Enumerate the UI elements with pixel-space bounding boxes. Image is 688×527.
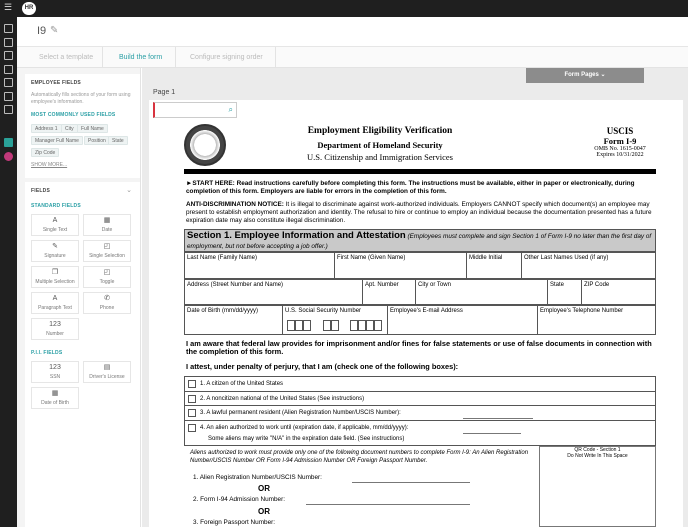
calendar-icon: ▦ (103, 217, 111, 224)
field-date-of-birth[interactable]: ▦ Date of Birth (31, 387, 79, 409)
anti-discrimination-text: ANTI-DISCRIMINATION NOTICE: It is illegal to discriminate against work-authorized individuals. Employers CANNOT specify which document(s) an employee may present to establish employment authorization and identity. The refusal to hire or continue to employ an individual because the documentation presented has a future expiration date may also constitute illegal discrimination. (186, 201, 652, 224)
dhs-seal-icon (184, 124, 226, 166)
apt-label: Apt. Number (365, 282, 399, 288)
edit-pencil-icon[interactable]: ✎ (50, 25, 59, 36)
ssn-digit-box[interactable] (366, 320, 374, 331)
number-icon: 123 (49, 364, 61, 371)
chip-manager-full-name[interactable]: Manager Full Name (31, 136, 83, 145)
pii-fields-label: P.I.I. FIELDS (31, 350, 63, 356)
fields-title: FIELDS (31, 188, 50, 194)
chip-address1[interactable]: Address 1 (31, 124, 62, 133)
field-number[interactable]: 123 Number (31, 318, 79, 340)
number-icon: 123 (49, 321, 61, 328)
ssn-digit-box[interactable] (295, 320, 303, 331)
nav-list-icon[interactable] (4, 78, 13, 87)
avatar[interactable]: HR (22, 2, 36, 15)
search-icon[interactable]: ⌕ (228, 105, 233, 114)
page-label: Page 1 (153, 89, 176, 96)
option3-label: 3. A lawful permanent resident (Alien Registration Number/USCIS Number): (200, 410, 401, 416)
ssn-digit-box[interactable] (287, 320, 295, 331)
nav-trash-icon[interactable] (4, 92, 13, 101)
start-here-text: ►START HERE: Read instructions carefully before completing this form. The instructions must be available, either in paper or electronically, during completion of this form. Employers are liable for errors in the completion of this form. (186, 180, 635, 195)
common-fields-label: MOST COMMONLY USED FIELDS (31, 112, 116, 118)
fields-panel (25, 182, 140, 527)
or-text: OR (258, 507, 270, 516)
field-signature[interactable]: ✎ Signature (31, 240, 79, 262)
nav-app-icon[interactable] (4, 138, 13, 147)
signature-icon: ✎ (52, 243, 58, 250)
ssn-digit-box[interactable] (358, 320, 366, 331)
city-label: City or Town (418, 282, 451, 288)
field-drivers-license[interactable]: ▤ Driver's License (83, 361, 131, 383)
option3-checkbox[interactable] (188, 409, 196, 417)
field-single-selection[interactable]: ◰ Single Selection (83, 240, 131, 262)
option1-checkbox[interactable] (188, 380, 196, 388)
option4-label: 4. An alien authorized to work until (expiration date, if applicable, mm/dd/yyyy): (200, 425, 409, 431)
nav-new-icon[interactable] (4, 24, 13, 33)
nav-folder-icon[interactable] (4, 65, 13, 74)
address-label: Address (Street Number and Name) (187, 282, 284, 288)
field-phone[interactable]: ✆ Phone (83, 292, 131, 314)
form-agency: U.S. Citizenship and Immigration Services (307, 152, 453, 162)
ssn-label: U.S. Social Security Number (285, 308, 362, 314)
section1-header: Section 1. Employee Information and Attestation (Employees must complete and sign Section 1 of Form I-9 no later than the first day of employment, but not before accepting a job offer.) (184, 229, 656, 252)
paragraph-icon: A (52, 295, 58, 302)
field-date[interactable]: ▦ Date (83, 214, 131, 236)
wizard-steps (17, 47, 688, 68)
attest-text: I attest, under penalty of perjury, that I am (check one of the following boxes): (186, 362, 459, 371)
toggle-icon: ◰ (103, 269, 111, 276)
step-select-template[interactable]: Select a template (39, 54, 94, 61)
field-multiple-selection[interactable]: ❐ Multiple Selection (31, 266, 79, 288)
form-pages-dropdown[interactable]: Form Pages ⌄ (526, 68, 644, 83)
last-name-label: Last Name (Family Name) (187, 255, 258, 261)
or-text: OR (258, 484, 270, 493)
title-bar (17, 17, 688, 47)
option2-checkbox[interactable] (188, 395, 196, 403)
ssn-digit-box[interactable] (303, 320, 311, 331)
ssn-digit-box[interactable] (331, 320, 339, 331)
top-bar (0, 0, 688, 17)
id-card-icon: ▤ (103, 364, 111, 371)
field-ssn[interactable]: 123 SSN (31, 361, 79, 383)
chip-city[interactable]: City (61, 124, 78, 133)
calendar-icon: ▦ (51, 390, 59, 397)
hamburger-icon[interactable]: ☰ (4, 2, 13, 12)
option1-label: 1. A citizen of the United States (200, 381, 284, 387)
text-icon: A (52, 217, 58, 224)
show-more-link[interactable]: SHOW MORE... (31, 162, 68, 168)
state-label: State (550, 282, 565, 288)
aware-text: I am aware that federal law provides for imprisonment and/or fines for false statements or use of false documents in connection with the completion of this form. (186, 339, 652, 356)
qr-label: QR Code - Section 1 Do Not Write In This Space (567, 447, 628, 459)
dropdown-icon: ◰ (103, 243, 111, 250)
form-id-block: USCIS Form I-9 OMB No. 1615-0047 Expires 10/31/2022 (594, 126, 646, 158)
document-title[interactable]: I9 (37, 25, 47, 37)
form-title: Employment Eligibility Verification (307, 126, 453, 136)
phone-label: Employee's Telephone Number (540, 308, 624, 314)
option2-label: 2. A noncitizen national of the United States (See instructions) (200, 396, 365, 402)
chevron-down-icon[interactable]: ⌄ (126, 187, 132, 194)
nav-settings-icon[interactable] (4, 105, 13, 114)
other-names-label: Other Last Names Used (if any) (524, 255, 609, 261)
nav-alert-icon[interactable] (4, 152, 13, 161)
ssn-digit-box[interactable] (374, 320, 382, 331)
header-divider (184, 169, 656, 174)
field-sidebar (17, 68, 141, 527)
nav-documents-icon[interactable] (4, 38, 13, 47)
ssn-digit-box[interactable] (323, 320, 331, 331)
option4-checkbox[interactable] (188, 424, 196, 432)
nav-people-icon[interactable] (4, 51, 13, 60)
chip-state[interactable]: State (108, 136, 128, 145)
chip-position[interactable]: Position (84, 136, 110, 145)
field-single-text[interactable]: A Single Text (31, 214, 79, 236)
alien-reg-label: 1. Alien Registration Number/USCIS Number: (193, 474, 322, 481)
i94-label: 2. Form I-94 Admission Number: (193, 496, 285, 503)
employee-fields-title: EMPLOYEE FIELDS (31, 80, 81, 86)
field-toggle[interactable]: ◰ Toggle (83, 266, 131, 288)
chip-zip-code[interactable]: Zip Code (31, 148, 59, 157)
checkboxes-icon: ❐ (51, 269, 59, 276)
email-label: Employee's E-mail Address (390, 308, 463, 314)
ssn-digit-box[interactable] (350, 320, 358, 331)
first-name-label: First Name (Given Name) (337, 255, 406, 261)
search-input[interactable] (153, 102, 237, 118)
passport-label: 3. Foreign Passport Number: (193, 519, 276, 526)
employee-fields-description: Automatically fills sections of your form using employee's information. (31, 92, 131, 105)
left-nav (0, 17, 17, 527)
form-department: Department of Homeland Security (317, 140, 443, 150)
standard-fields-label: STANDARD FIELDS (31, 203, 81, 209)
employee-fields-panel (25, 74, 140, 178)
phone-icon: ✆ (104, 295, 110, 302)
chip-full-name[interactable]: Full Name (77, 124, 108, 133)
step-configure-signing[interactable]: Configure signing order (190, 54, 263, 61)
option4-note: Some aliens may write "N/A" in the expiration date field. (See instructions) (208, 436, 405, 442)
zip-label: ZIP Code (584, 282, 610, 288)
dob-label: Date of Birth (mm/dd/yyyy) (187, 308, 259, 314)
aliens-note: Aliens authorized to work must provide only one of the following document numbers to complete Form I-9: An Alien Registration Number/USCIS Number OR Form I-94 Admission Number OR Foreign Passport Number. (190, 450, 529, 464)
field-paragraph-text[interactable]: A Paragraph Text (31, 292, 79, 314)
step-build-form[interactable]: Build the form (119, 54, 163, 61)
middle-initial-label: Middle Initial (469, 255, 503, 261)
